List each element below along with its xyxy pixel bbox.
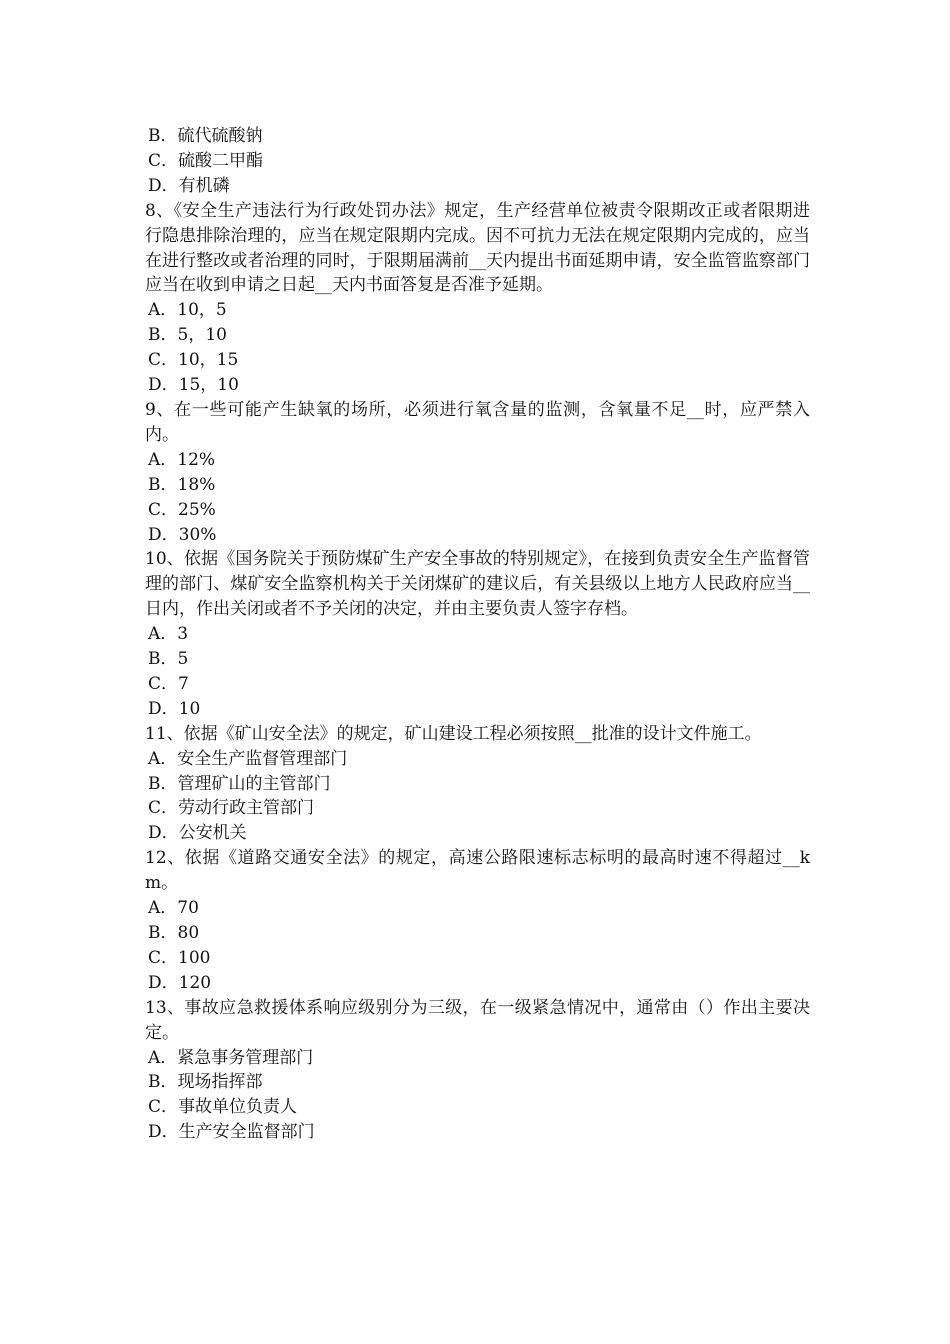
option-text: 10	[178, 698, 201, 719]
option-text: 硫酸二甲酯	[178, 150, 264, 171]
option-d	[145, 373, 810, 398]
option-text: 5	[177, 649, 189, 670]
option-letter: B．	[148, 649, 178, 670]
option-a	[145, 622, 810, 647]
option-letter: D．	[148, 698, 179, 719]
option-letter: B．	[148, 923, 178, 943]
option-letter: A．	[148, 1047, 178, 1068]
option-letter: D．	[148, 175, 179, 196]
question-13	[145, 996, 810, 1145]
option-letter: C．	[148, 673, 179, 694]
option-letter: A．	[148, 748, 178, 769]
option-b	[145, 647, 810, 672]
option-letter: C．	[148, 350, 179, 371]
document-page	[145, 124, 810, 1145]
option-d	[145, 1120, 810, 1145]
option-text: 紧急事务管理部门	[177, 1047, 314, 1068]
question-12	[145, 846, 810, 995]
option-text: 有机磷	[178, 175, 230, 196]
option-letter: B．	[148, 325, 178, 346]
option-b	[145, 772, 810, 797]
question-8	[145, 199, 810, 398]
question-9	[145, 398, 810, 547]
option-letter: D．	[148, 375, 179, 396]
option-text: 10，15	[178, 350, 239, 371]
option-letter: D．	[148, 972, 179, 993]
option-letter: B．	[148, 1072, 178, 1093]
option-text: 18%	[177, 474, 216, 495]
option-b	[145, 124, 810, 149]
option-text: 30%	[178, 524, 217, 545]
option-text: 25%	[178, 499, 216, 520]
option-letter: C．	[148, 150, 179, 171]
option-d	[145, 523, 810, 548]
option-b	[145, 473, 810, 498]
option-letter: D．	[148, 1122, 179, 1143]
option-letter: A．	[148, 449, 178, 470]
option-text: 生产安全监督部门	[178, 1122, 315, 1143]
option-text: 100	[178, 947, 211, 968]
option-letter: B．	[148, 773, 178, 794]
option-a	[145, 747, 810, 772]
option-c	[145, 149, 810, 174]
option-text: 120	[178, 972, 212, 993]
question-stem: 10、依据《国务院关于预防煤矿生产安全事故的特别规定》，在接到负责安全生产监督管理的部门、煤矿安全监察机构关于关闭煤矿的建议后，有关县级以上地方人民政府应当__日内，作出关闭或者不予关闭的决定，并由主要负责人签字存档。	[145, 549, 810, 620]
option-b	[145, 1070, 810, 1095]
option-text: 事故单位负责人	[178, 1097, 298, 1118]
question-stem: 9、在一些可能产生缺氧的场所，必须进行氧含量的监测，含氧量不足__时，应严禁入内。	[145, 399, 810, 445]
option-text: 安全生产监督管理部门	[177, 748, 348, 769]
option-letter: D．	[148, 524, 179, 545]
option-text: 70	[177, 898, 199, 919]
option-text: 15，10	[178, 375, 239, 396]
option-letter: A．	[148, 624, 178, 645]
option-text: 管理矿山的主管部门	[177, 773, 331, 794]
option-letter: C．	[148, 798, 179, 819]
option-text: 10，5	[177, 300, 227, 321]
option-c	[145, 348, 810, 373]
option-letter: A．	[148, 300, 178, 321]
option-b	[145, 921, 810, 946]
option-d	[145, 971, 810, 996]
option-c	[145, 1095, 810, 1120]
option-text: 硫代硫酸钠	[177, 126, 263, 146]
option-text: 劳动行政主管部门	[178, 798, 315, 819]
option-b	[145, 323, 810, 348]
option-c	[145, 946, 810, 971]
option-d	[145, 174, 810, 199]
option-d	[145, 697, 810, 722]
option-letter: D．	[148, 823, 179, 844]
question-stem: 11、依据《矿山安全法》的规定，矿山建设工程必须按照__批准的设计文件施工。	[145, 723, 762, 744]
question-stem: 12、依据《道路交通安全法》的规定，高速公路限速标志标明的最高时速不得超过__km。	[145, 848, 810, 894]
option-text: 7	[178, 673, 189, 694]
leading-options	[145, 124, 810, 199]
option-d	[145, 821, 810, 846]
option-a	[145, 896, 810, 921]
question-10	[145, 547, 810, 721]
option-text: 12%	[177, 449, 216, 470]
option-letter: C．	[148, 1097, 179, 1118]
option-text: 5，10	[177, 325, 227, 346]
option-letter: B．	[148, 126, 178, 146]
option-letter: C．	[148, 499, 179, 520]
question-11	[145, 722, 810, 847]
option-letter: B．	[148, 474, 178, 495]
option-a	[145, 298, 810, 323]
option-text: 公安机关	[178, 823, 247, 844]
option-c	[145, 498, 810, 523]
option-c	[145, 672, 810, 697]
option-c	[145, 796, 810, 821]
option-letter: A．	[148, 898, 178, 919]
question-stem: 8、《安全生产违法行为行政处罚办法》规定，生产经营单位被责令限期改正或者限期进行隐患排除治理的，应当在规定限期内完成。因不可抗力无法在规定限期内完成的，应当在进行整改或者治理的同时，于限期届满前__天内提出书面延期申请，安全监管监察部门应当在收到申请之日起__天内书面答复是否准予延期。	[145, 200, 810, 296]
option-text: 现场指挥部	[177, 1072, 263, 1093]
option-text: 3	[177, 624, 189, 645]
option-a	[145, 448, 810, 473]
option-a	[145, 1046, 810, 1071]
option-letter: C．	[148, 947, 179, 968]
question-stem: 13、事故应急救援体系响应级别分为三级，在一级紧急情况中，通常由（）作出主要决定。	[145, 997, 810, 1043]
option-text: 80	[177, 923, 200, 943]
